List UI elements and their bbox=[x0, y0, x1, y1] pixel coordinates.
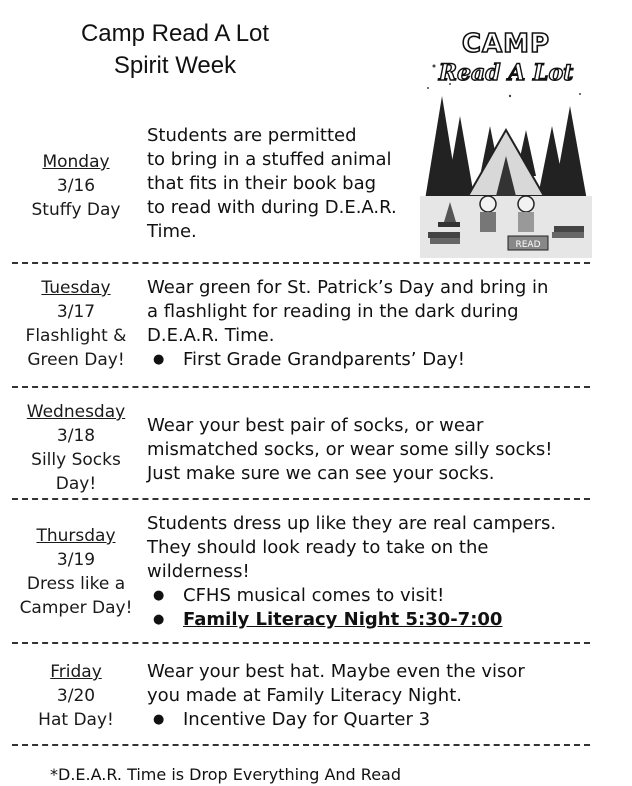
logo-book-label: READ bbox=[515, 240, 541, 250]
day-description-friday bbox=[147, 660, 525, 732]
section-divider bbox=[12, 744, 590, 746]
description-line: Students dress up like they are real campers. bbox=[147, 513, 557, 534]
description-line: that fits in their book bag bbox=[147, 173, 377, 194]
title-line-2: Spirit Week bbox=[113, 52, 237, 79]
day-name: Wednesday bbox=[26, 402, 126, 422]
day-label-wednesday bbox=[14, 400, 138, 496]
day-theme: Stuffy Day bbox=[31, 200, 121, 220]
day-theme: Flashlight & bbox=[25, 326, 127, 346]
day-description-tuesday bbox=[147, 276, 548, 372]
day-name: Monday bbox=[42, 152, 110, 172]
day-theme: Camper Day! bbox=[19, 598, 133, 618]
bullet-list bbox=[147, 708, 525, 732]
day-date: 3/18 bbox=[56, 426, 96, 446]
section-divider bbox=[12, 262, 590, 264]
description-line: mismatched socks, or wear some silly socks! bbox=[147, 439, 553, 460]
description-line: wilderness! bbox=[147, 561, 250, 582]
bullet-list bbox=[147, 348, 548, 372]
day-date: 3/16 bbox=[56, 176, 96, 196]
bullet-item: ● CFHS musical comes to visit! bbox=[147, 584, 556, 608]
day-date: 3/17 bbox=[56, 302, 96, 322]
day-name: Tuesday bbox=[41, 278, 111, 298]
day-theme: Dress like a bbox=[26, 574, 126, 594]
description-line: D.E.A.R. Time. bbox=[147, 325, 275, 346]
title-line-1: Camp Read A Lot bbox=[80, 20, 270, 47]
camp-read-a-lot-logo bbox=[420, 26, 592, 258]
description-line: Wear green for St. Patrick’s Day and bring in bbox=[147, 277, 549, 298]
day-description-monday bbox=[147, 124, 397, 244]
footnote: *D.E.A.R. Time is Drop Everything And Read bbox=[50, 765, 401, 784]
logo-title-line-2: Read A Lot bbox=[438, 60, 574, 86]
day-theme: Hat Day! bbox=[38, 710, 114, 730]
description-line: to read with during D.E.A.R. bbox=[147, 197, 397, 218]
page-title bbox=[40, 18, 310, 82]
description-line: Just make sure we can see your socks. bbox=[147, 463, 495, 484]
bullet-item: ● First Grade Grandparents’ Day! bbox=[147, 348, 548, 372]
day-theme: Green Day! bbox=[27, 350, 125, 370]
description-line: Students are permitted bbox=[147, 125, 357, 146]
bullet-item-highlight bbox=[147, 608, 556, 632]
day-name: Thursday bbox=[36, 526, 116, 546]
day-date: 3/19 bbox=[56, 550, 96, 570]
day-label-thursday bbox=[14, 524, 138, 620]
description-line: Wear your best hat. Maybe even the visor bbox=[147, 661, 525, 682]
day-theme: Silly Socks bbox=[31, 450, 121, 470]
bullet-item: ● Incentive Day for Quarter 3 bbox=[147, 708, 525, 732]
bullet-list bbox=[147, 584, 556, 632]
description-line: to bring in a stuffed animal bbox=[147, 149, 392, 170]
day-label-monday bbox=[14, 150, 138, 222]
description-line: you made at Family Literacy Night. bbox=[147, 685, 462, 706]
day-description-thursday bbox=[147, 512, 556, 632]
day-name: Friday bbox=[50, 662, 102, 682]
description-line: a flashlight for reading in the dark during bbox=[147, 301, 519, 322]
section-divider bbox=[12, 642, 590, 644]
day-theme: Day! bbox=[55, 474, 97, 494]
section-divider bbox=[12, 498, 590, 500]
description-line: Wear your best pair of socks, or wear bbox=[147, 415, 484, 436]
family-literacy-night-text: Family Literacy Night 5:30-7:00 bbox=[183, 609, 503, 630]
description-line: Time. bbox=[147, 221, 197, 242]
logo-title-line-1: CAMP bbox=[461, 29, 551, 59]
day-description-wednesday bbox=[147, 414, 552, 486]
description-line: They should look ready to take on the bbox=[147, 537, 489, 558]
day-label-tuesday bbox=[14, 276, 138, 372]
section-divider bbox=[12, 386, 590, 388]
day-label-friday bbox=[14, 660, 138, 732]
day-date: 3/20 bbox=[56, 686, 96, 706]
